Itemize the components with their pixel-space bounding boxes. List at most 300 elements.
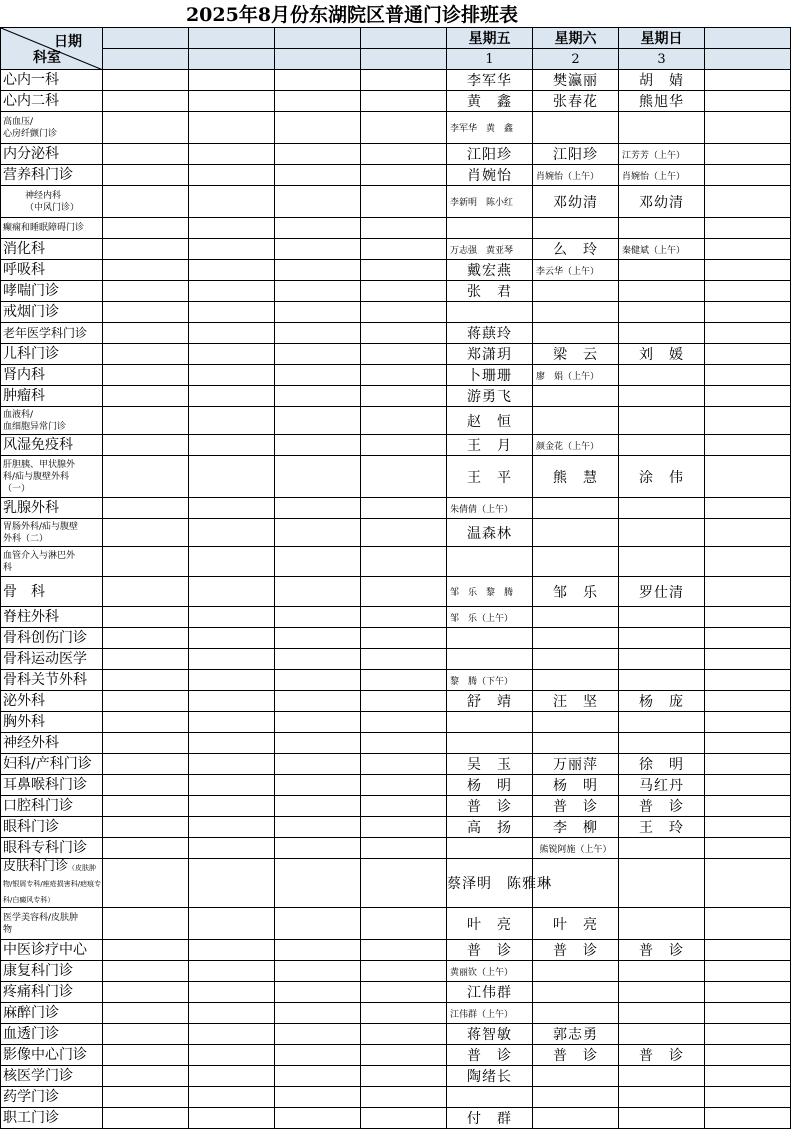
dept-label: 眼科门诊 bbox=[3, 819, 59, 835]
empty-cell bbox=[189, 1003, 275, 1024]
empty-cell bbox=[361, 1024, 447, 1045]
header-weekday-row bbox=[1, 28, 791, 49]
dept-label: 肾内科 bbox=[3, 367, 45, 383]
schedule-cell-fri: 王 平 bbox=[447, 456, 533, 498]
empty-cell bbox=[275, 386, 361, 407]
schedule-cell-sat bbox=[533, 1003, 619, 1024]
schedule-cell-sun bbox=[619, 302, 705, 323]
table-row bbox=[1, 519, 791, 547]
empty-cell bbox=[275, 817, 361, 838]
blank-header-cell bbox=[705, 49, 791, 70]
empty-cell bbox=[361, 281, 447, 302]
schedule-cell-sat bbox=[533, 407, 619, 435]
empty-cell bbox=[361, 407, 447, 435]
schedule-cell-sun bbox=[619, 649, 705, 670]
schedule-cell-sun bbox=[619, 112, 705, 144]
schedule-cell-sat bbox=[533, 733, 619, 754]
dept-label: 影像中心门诊 bbox=[3, 1047, 87, 1063]
dept-cell bbox=[1, 982, 103, 1003]
empty-cell bbox=[189, 607, 275, 628]
empty-cell bbox=[275, 607, 361, 628]
empty-cell bbox=[705, 577, 791, 607]
table-row bbox=[1, 733, 791, 754]
empty-cell bbox=[361, 649, 447, 670]
schedule-cell-sat: 熊锐阿施（上午） bbox=[533, 838, 619, 859]
table-row bbox=[1, 144, 791, 165]
empty-cell bbox=[275, 456, 361, 498]
empty-cell bbox=[705, 239, 791, 260]
blank-header-cell bbox=[103, 49, 189, 70]
dept-label: 内分泌科 bbox=[3, 146, 59, 162]
empty-cell bbox=[361, 1045, 447, 1066]
schedule-cell-sun: 普 诊 bbox=[619, 940, 705, 961]
dept-label: 骨科关节外科 bbox=[3, 672, 87, 688]
dept-label: 肿瘤科 bbox=[3, 388, 45, 404]
empty-cell bbox=[361, 1087, 447, 1108]
empty-cell bbox=[103, 649, 189, 670]
empty-cell bbox=[275, 1066, 361, 1087]
empty-cell bbox=[189, 817, 275, 838]
schedule-cell-sat bbox=[533, 1108, 619, 1129]
dept-label: 血液科/ 血细胞异常门诊 bbox=[3, 409, 67, 432]
blank-header-cell bbox=[275, 28, 361, 49]
schedule-cell-sat: 江阳珍 bbox=[533, 144, 619, 165]
schedule-cell-fri: 舒 靖 bbox=[447, 691, 533, 712]
empty-cell bbox=[189, 691, 275, 712]
table-row bbox=[1, 302, 791, 323]
empty-cell bbox=[705, 649, 791, 670]
empty-cell bbox=[189, 365, 275, 386]
dept-label: 心内二科 bbox=[3, 93, 59, 109]
dept-label: 心内一科 bbox=[3, 72, 59, 88]
empty-cell bbox=[705, 691, 791, 712]
schedule-cell-fri: 普 诊 bbox=[447, 796, 533, 817]
dept-label: 消化科 bbox=[3, 241, 45, 257]
empty-cell bbox=[361, 144, 447, 165]
schedule-cell-sat: 张春花 bbox=[533, 91, 619, 112]
dept-cell bbox=[1, 1045, 103, 1066]
empty-cell bbox=[705, 344, 791, 365]
dept-label: 脊柱外科 bbox=[3, 609, 59, 625]
schedule-cell-sun: 江芳芳（上午） bbox=[619, 144, 705, 165]
empty-cell bbox=[361, 961, 447, 982]
empty-cell bbox=[705, 940, 791, 961]
empty-cell bbox=[705, 1003, 791, 1024]
empty-cell bbox=[275, 859, 361, 908]
empty-cell bbox=[361, 456, 447, 498]
schedule-cell-sun bbox=[619, 386, 705, 407]
schedule-cell-sun bbox=[619, 628, 705, 649]
schedule-cell-sun bbox=[619, 435, 705, 456]
schedule-cell-fri: 杨 明 bbox=[447, 775, 533, 796]
schedule-cell-fri bbox=[447, 218, 533, 239]
empty-cell bbox=[189, 982, 275, 1003]
empty-cell bbox=[103, 547, 189, 577]
empty-cell bbox=[705, 982, 791, 1003]
schedule-cell-sun bbox=[619, 908, 705, 940]
schedule-cell-fri bbox=[447, 649, 533, 670]
dept-label: 中医诊疗中心 bbox=[3, 942, 87, 958]
schedule-cell-sat: 廖 娟（上午） bbox=[533, 365, 619, 386]
dept-cell bbox=[1, 796, 103, 817]
schedule-cell-sat: 邓幼清 bbox=[533, 186, 619, 218]
empty-cell bbox=[705, 1045, 791, 1066]
empty-cell bbox=[189, 733, 275, 754]
empty-cell bbox=[361, 982, 447, 1003]
empty-cell bbox=[103, 712, 189, 733]
schedule-cell-sat bbox=[533, 547, 619, 577]
empty-cell bbox=[705, 323, 791, 344]
empty-cell bbox=[275, 498, 361, 519]
dept-label: 眼科专科门诊 bbox=[3, 840, 87, 856]
empty-cell bbox=[103, 165, 189, 186]
empty-cell bbox=[275, 1003, 361, 1024]
dept-cell bbox=[1, 144, 103, 165]
table-row bbox=[1, 838, 791, 859]
empty-cell bbox=[103, 323, 189, 344]
schedule-cell-sun bbox=[619, 859, 705, 908]
table-row bbox=[1, 260, 791, 281]
page-title: 2025年8月份东湖院区普通门诊排班表 bbox=[185, 4, 519, 26]
schedule-cell-sat bbox=[533, 519, 619, 547]
empty-cell bbox=[103, 691, 189, 712]
schedule-cell-sat bbox=[533, 961, 619, 982]
dept-cell bbox=[1, 1066, 103, 1087]
empty-cell bbox=[189, 519, 275, 547]
empty-cell bbox=[361, 908, 447, 940]
dept-note: （皮肤肿物/银屑专科/痤疮损害科/疤痕专科/白癜风专科） bbox=[3, 864, 102, 904]
empty-cell bbox=[705, 519, 791, 547]
table-row bbox=[1, 365, 791, 386]
table-row bbox=[1, 817, 791, 838]
empty-cell bbox=[705, 260, 791, 281]
empty-cell bbox=[705, 775, 791, 796]
empty-cell bbox=[275, 435, 361, 456]
schedule-cell-sat: 普 诊 bbox=[533, 796, 619, 817]
dept-label: 药学门诊 bbox=[3, 1089, 59, 1105]
empty-cell bbox=[361, 344, 447, 365]
empty-cell bbox=[361, 775, 447, 796]
empty-cell bbox=[275, 165, 361, 186]
schedule-cell-sun bbox=[619, 260, 705, 281]
empty-cell bbox=[189, 70, 275, 91]
table-row bbox=[1, 547, 791, 577]
empty-cell bbox=[275, 407, 361, 435]
empty-cell bbox=[705, 1066, 791, 1087]
schedule-cell-sun: 熊旭华 bbox=[619, 91, 705, 112]
dept-cell bbox=[1, 386, 103, 407]
schedule-cell-fri: 戴宏燕 bbox=[447, 260, 533, 281]
empty-cell bbox=[189, 112, 275, 144]
dept-label: 血透门诊 bbox=[3, 1026, 59, 1042]
schedule-cell-sun bbox=[619, 498, 705, 519]
empty-cell bbox=[705, 435, 791, 456]
date-header: 1 bbox=[447, 49, 533, 70]
empty-cell bbox=[275, 733, 361, 754]
empty-cell bbox=[189, 186, 275, 218]
empty-cell bbox=[103, 407, 189, 435]
empty-cell bbox=[361, 165, 447, 186]
schedule-cell-sat bbox=[533, 607, 619, 628]
schedule-cell-fri: 普 诊 bbox=[447, 940, 533, 961]
schedule-cell-fri bbox=[447, 838, 533, 859]
dept-label: 胃肠外科/疝与腹壁 外科（二） bbox=[3, 521, 79, 544]
empty-cell bbox=[705, 908, 791, 940]
table-row bbox=[1, 239, 791, 260]
dept-cell bbox=[1, 712, 103, 733]
schedule-cell-fri: 陶绪长 bbox=[447, 1066, 533, 1087]
schedule-cell-sun bbox=[619, 838, 705, 859]
dept-label: 戒烟门诊 bbox=[3, 304, 59, 320]
schedule-cell-sun: 普 诊 bbox=[619, 1045, 705, 1066]
empty-cell bbox=[361, 817, 447, 838]
dept-cell bbox=[1, 218, 103, 239]
table-row bbox=[1, 1108, 791, 1129]
dept-cell bbox=[1, 961, 103, 982]
dept-cell bbox=[1, 407, 103, 435]
empty-cell bbox=[189, 670, 275, 691]
empty-cell bbox=[275, 838, 361, 859]
empty-cell bbox=[705, 165, 791, 186]
schedule-cell-fri: 黄丽钦（上午） bbox=[447, 961, 533, 982]
blank-header-cell bbox=[189, 49, 275, 70]
empty-cell bbox=[361, 1108, 447, 1129]
empty-cell bbox=[275, 1087, 361, 1108]
schedule-cell-sun bbox=[619, 323, 705, 344]
empty-cell bbox=[189, 386, 275, 407]
dept-label: 营养科门诊 bbox=[3, 167, 73, 183]
empty-cell bbox=[275, 519, 361, 547]
dept-cell bbox=[1, 435, 103, 456]
dept-axis-label: 科室 bbox=[33, 50, 61, 66]
date-axis-label: 日期 bbox=[54, 34, 82, 50]
schedule-cell-sun bbox=[619, 407, 705, 435]
schedule-cell-sat: 郭志勇 bbox=[533, 1024, 619, 1045]
schedule-cell-sun bbox=[619, 1003, 705, 1024]
schedule-cell-fri: 温森林 bbox=[447, 519, 533, 547]
empty-cell bbox=[189, 754, 275, 775]
empty-cell bbox=[103, 1108, 189, 1129]
schedule-cell-sat bbox=[533, 649, 619, 670]
empty-cell bbox=[361, 691, 447, 712]
empty-cell bbox=[103, 908, 189, 940]
schedule-cell-sun: 普 诊 bbox=[619, 796, 705, 817]
dept-label: 麻醉门诊 bbox=[3, 1005, 59, 1021]
schedule-cell-sat bbox=[533, 498, 619, 519]
schedule-cell-sun: 刘 媛 bbox=[619, 344, 705, 365]
dept-cell bbox=[1, 940, 103, 961]
empty-cell bbox=[361, 70, 447, 91]
empty-cell bbox=[361, 577, 447, 607]
blank-header-cell bbox=[275, 49, 361, 70]
empty-cell bbox=[705, 1108, 791, 1129]
schedule-cell-sat bbox=[533, 281, 619, 302]
empty-cell bbox=[189, 1024, 275, 1045]
dept-cell bbox=[1, 456, 103, 498]
dept-cell bbox=[1, 260, 103, 281]
weekday-header: 星期五 bbox=[447, 28, 533, 49]
dept-label: 胸外科 bbox=[3, 714, 45, 730]
empty-cell bbox=[361, 670, 447, 691]
empty-cell bbox=[361, 712, 447, 733]
empty-cell bbox=[275, 344, 361, 365]
empty-cell bbox=[275, 186, 361, 218]
dept-label: 妇科/产科门诊 bbox=[3, 756, 92, 772]
schedule-cell-fri: 邹 乐 黎 腾 bbox=[447, 577, 533, 607]
schedule-cell-sun bbox=[619, 733, 705, 754]
schedule-cell-sat: 梁 云 bbox=[533, 344, 619, 365]
empty-cell bbox=[103, 775, 189, 796]
dept-label: 神经内科 （中风门诊） bbox=[25, 190, 80, 213]
dept-label: 骨科创伤门诊 bbox=[3, 630, 87, 646]
empty-cell bbox=[705, 186, 791, 218]
schedule-cell-fri: 王 月 bbox=[447, 435, 533, 456]
table-row bbox=[1, 1066, 791, 1087]
schedule-cell-fri: 江阳珍 bbox=[447, 144, 533, 165]
dept-label: 骨科运动医学 bbox=[3, 651, 87, 667]
empty-cell bbox=[189, 908, 275, 940]
table-row bbox=[1, 165, 791, 186]
schedule-cell-sat bbox=[533, 112, 619, 144]
empty-cell bbox=[705, 498, 791, 519]
schedule-cell-sat bbox=[533, 628, 619, 649]
dept-cell bbox=[1, 670, 103, 691]
empty-cell bbox=[275, 691, 361, 712]
empty-cell bbox=[103, 144, 189, 165]
empty-cell bbox=[189, 1108, 275, 1129]
schedule-cell-fri: 吴 玉 bbox=[447, 754, 533, 775]
empty-cell bbox=[103, 607, 189, 628]
schedule-cell-sat bbox=[533, 302, 619, 323]
empty-cell bbox=[103, 498, 189, 519]
schedule-cell-fri: 蔡泽明 陈雅琳 bbox=[447, 859, 533, 908]
schedule-cell-sun: 杨 庞 bbox=[619, 691, 705, 712]
schedule-cell-fri: 郑潇玥 bbox=[447, 344, 533, 365]
schedule-cell-fri: 万志强 黄亚琴 bbox=[447, 239, 533, 260]
dept-label: 癫痫和睡眠障碍门诊 bbox=[3, 223, 85, 233]
schedule-cell-sat: 普 诊 bbox=[533, 940, 619, 961]
dept-cell bbox=[1, 519, 103, 547]
empty-cell bbox=[103, 302, 189, 323]
dept-cell bbox=[1, 498, 103, 519]
empty-cell bbox=[361, 519, 447, 547]
schedule-cell-fri: 叶 亮 bbox=[447, 908, 533, 940]
dept-cell bbox=[1, 186, 103, 218]
dept-cell bbox=[1, 817, 103, 838]
weekday-header: 星期六 bbox=[533, 28, 619, 49]
blank-header-cell bbox=[361, 49, 447, 70]
schedule-cell-sun: 胡 婧 bbox=[619, 70, 705, 91]
empty-cell bbox=[103, 838, 189, 859]
schedule-cell-sat: 么 玲 bbox=[533, 239, 619, 260]
empty-cell bbox=[189, 91, 275, 112]
empty-cell bbox=[275, 70, 361, 91]
empty-cell bbox=[189, 628, 275, 649]
schedule-cell-sat: 熊 慧 bbox=[533, 456, 619, 498]
empty-cell bbox=[103, 344, 189, 365]
empty-cell bbox=[275, 547, 361, 577]
schedule-cell-sat bbox=[533, 386, 619, 407]
table-row bbox=[1, 344, 791, 365]
schedule-table bbox=[0, 27, 791, 1129]
empty-cell bbox=[189, 498, 275, 519]
empty-cell bbox=[275, 961, 361, 982]
schedule-cell-sun bbox=[619, 670, 705, 691]
dept-cell bbox=[1, 754, 103, 775]
weekday-header: 星期日 bbox=[619, 28, 705, 49]
schedule-cell-sun: 涂 伟 bbox=[619, 456, 705, 498]
table-row bbox=[1, 281, 791, 302]
empty-cell bbox=[103, 940, 189, 961]
table-row bbox=[1, 386, 791, 407]
empty-cell bbox=[705, 859, 791, 908]
table-row bbox=[1, 670, 791, 691]
schedule-cell-sat: 邹 乐 bbox=[533, 577, 619, 607]
empty-cell bbox=[705, 302, 791, 323]
dept-cell bbox=[1, 607, 103, 628]
table-row bbox=[1, 456, 791, 498]
dept-label: 皮肤科门诊 bbox=[3, 859, 69, 874]
empty-cell bbox=[361, 323, 447, 344]
schedule-cell-sun bbox=[619, 281, 705, 302]
dept-label: 肝胆胰、甲状腺外 科/疝与腹壁外科 （一） bbox=[3, 459, 76, 494]
schedule-cell-sat bbox=[533, 218, 619, 239]
empty-cell bbox=[103, 577, 189, 607]
table-row bbox=[1, 435, 791, 456]
table-row bbox=[1, 691, 791, 712]
empty-cell bbox=[361, 859, 447, 908]
table-row bbox=[1, 940, 791, 961]
empty-cell bbox=[275, 1108, 361, 1129]
schedule-cell-fri: 肖婉怡 bbox=[447, 165, 533, 186]
empty-cell bbox=[103, 1003, 189, 1024]
table-row bbox=[1, 218, 791, 239]
blank-header-cell bbox=[103, 28, 189, 49]
empty-cell bbox=[705, 218, 791, 239]
table-row bbox=[1, 607, 791, 628]
dept-cell bbox=[1, 365, 103, 386]
table-row bbox=[1, 91, 791, 112]
dept-cell bbox=[1, 649, 103, 670]
dept-cell bbox=[1, 733, 103, 754]
schedule-cell-sat: 樊瀛丽 bbox=[533, 70, 619, 91]
empty-cell bbox=[275, 91, 361, 112]
schedule-cell-sun bbox=[619, 982, 705, 1003]
schedule-cell-sun: 秦健斌（上午） bbox=[619, 239, 705, 260]
schedule-cell-fri: 赵 恒 bbox=[447, 407, 533, 435]
schedule-cell-sat bbox=[533, 712, 619, 733]
dept-cell bbox=[1, 1003, 103, 1024]
empty-cell bbox=[705, 386, 791, 407]
empty-cell bbox=[103, 859, 189, 908]
empty-cell bbox=[705, 712, 791, 733]
schedule-cell-fri: 邹 乐（上午） bbox=[447, 607, 533, 628]
empty-cell bbox=[361, 1003, 447, 1024]
table-row bbox=[1, 982, 791, 1003]
empty-cell bbox=[103, 435, 189, 456]
dept-label: 疼痛科门诊 bbox=[3, 984, 73, 1000]
empty-cell bbox=[705, 1024, 791, 1045]
empty-cell bbox=[361, 91, 447, 112]
empty-cell bbox=[189, 1045, 275, 1066]
schedule-cell-fri: 黄 鑫 bbox=[447, 91, 533, 112]
blank-header-cell bbox=[361, 28, 447, 49]
empty-cell bbox=[275, 218, 361, 239]
dept-label: 呼吸科 bbox=[3, 262, 45, 278]
empty-cell bbox=[705, 112, 791, 144]
empty-cell bbox=[705, 754, 791, 775]
empty-cell bbox=[705, 961, 791, 982]
